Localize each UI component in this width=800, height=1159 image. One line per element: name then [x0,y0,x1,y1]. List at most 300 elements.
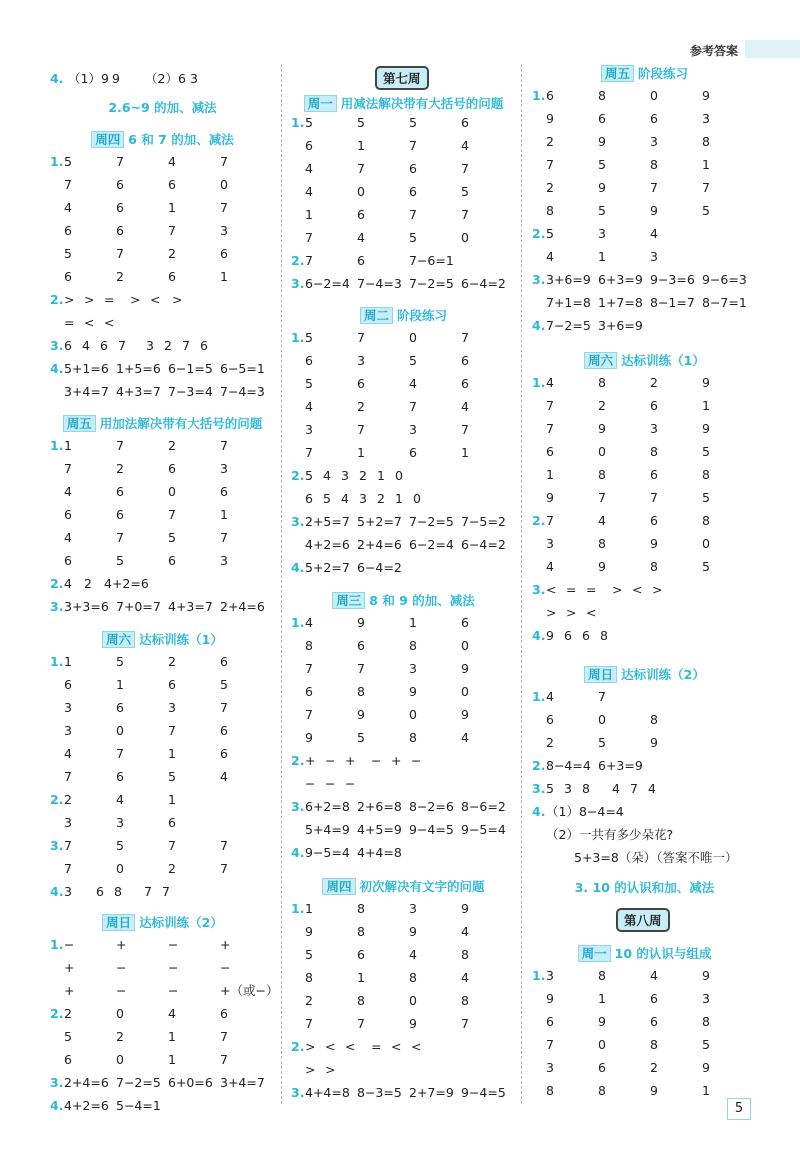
answer-value: 9−4=5 [461,1085,506,1100]
answer-line [291,559,516,577]
answer-value: 1+7=8 [598,295,643,310]
answer-value: > [325,1062,336,1077]
answer-value: 2 [650,375,658,390]
answer-value: 6 [546,1014,554,1029]
subsection-title: 10 的认识与组成 [614,946,712,961]
answer-line [532,826,757,844]
subsection-title: 达标训练（2） [139,915,223,930]
answer-value: 9 [461,661,469,676]
answer-value: 4 [461,970,469,985]
answer-value: （1）9 [68,71,109,86]
answer-line [291,775,516,793]
answer-value: 6 [461,353,469,368]
answer-value: 8 [702,134,710,149]
answer-value: 1 [357,138,365,153]
answer-value: < [391,1039,402,1054]
answer-value: 7 [546,513,554,528]
answer-value: 6 [100,338,108,353]
answer-line [291,683,516,701]
subsection-title: 达标训练（1） [621,353,705,368]
answer-value: 7 [220,438,228,453]
question-number: 3. [50,1075,64,1090]
answer-value: 4 [323,468,331,483]
answer-value: 8 [357,924,365,939]
answer-value: − [168,960,179,975]
answer-value: > [546,605,557,620]
answer-value: 7 [409,138,417,153]
answer-value: 4 [64,576,72,591]
answer-value: 1 [357,445,365,460]
answer-line [291,513,516,531]
answer-value: 2 [377,491,385,506]
answer-value: 6 [409,161,417,176]
answer-value: 9 [598,559,606,574]
answer-value: 3+4=7 [64,384,109,399]
answer-value: 2 [116,1029,124,1044]
answer-value: 4 [305,615,313,630]
answer-value: 7 [357,661,365,676]
answer-value: 6 [116,177,124,192]
answer-value: 7 [168,838,176,853]
answer-value: + [64,960,75,975]
question-number: 2. [291,468,305,483]
answer-line [50,1097,275,1115]
answer-value: 6−4=2 [461,276,506,291]
answer-line [532,397,757,415]
answer-line [291,444,516,462]
subsection-heading [532,64,757,82]
answer-value: 0 [461,684,469,699]
answer-value: 4 [357,230,365,245]
answer-line [291,992,516,1010]
answer-line [291,1015,516,1033]
answer-line [532,420,757,438]
answer-line [50,722,275,740]
answer-value: 6 [168,553,176,568]
question-number: 3. [291,276,305,291]
answer-line [532,110,757,128]
question-number: 2. [291,753,305,768]
answer-value: 5 [220,677,228,692]
answer-value: 7 [220,861,228,876]
answer-value: 4 [116,792,124,807]
subsection-heading [532,944,757,962]
answer-value: 3 [305,422,313,437]
answer-value: 7 [168,723,176,738]
answer-value: 6 [64,1052,72,1067]
answer-line [291,614,516,632]
answer-value: 1 [168,792,176,807]
answer-value: 5 [64,1029,72,1044]
answer-line [532,374,757,392]
subsection-heading [291,306,516,324]
answer-line [532,990,757,1008]
answer-value: − [116,983,127,998]
day-tag: 周一 [304,95,337,112]
answer-value: 2 [359,468,367,483]
answer-value: 7−4=3 [220,384,265,399]
answer-value: 2 [164,338,172,353]
question-number: 2. [532,226,546,241]
answer-value: 6 [598,111,606,126]
answer-value: 8 [357,993,365,1008]
answer-value: 8 [357,684,365,699]
answer-value: 7 [220,838,228,853]
answer-line [50,745,275,763]
answer-value: 9 [650,1083,658,1098]
answer-value: 9 [546,628,554,643]
answer-value: 8 [305,638,313,653]
answer-value: − [305,776,316,791]
answer-value: < [586,605,597,620]
header-bar [0,40,800,58]
answer-line [50,982,279,1000]
answer-value: 3 [146,338,154,353]
answer-value: 6 [116,223,124,238]
answer-line [50,291,275,309]
subsection-heading [291,94,516,112]
answer-value: 1 [220,507,228,522]
answer-value: 5 [64,154,72,169]
answer-line [291,114,516,132]
answer-value: 2 [64,1006,72,1021]
header-label: 参考答案 [690,44,739,58]
answer-value: 7 [220,700,228,715]
answer-value: 7 [461,161,469,176]
answer-value: 9−5=4 [461,822,506,837]
answer-value: + [391,753,402,768]
answer-value: 9 [598,134,606,149]
answer-value: 8 [650,444,658,459]
answer-value: 2 [168,438,176,453]
answer-value: 4+3=7 [116,384,161,399]
answer-value: 8 [409,638,417,653]
answer-value: 6−4=2 [357,560,402,575]
answer-value: 3 [341,468,349,483]
question-number: 2. [532,758,546,773]
answer-value: 2 [305,993,313,1008]
answer-value: 9 [305,924,313,939]
answer-value: 5 [598,157,606,172]
answer-value: 3 [702,111,710,126]
answer-value: 7 [305,445,313,460]
answer-value: （2）6 [145,71,186,86]
answer-line [50,699,275,717]
answer-line [532,294,757,312]
answer-value: < [411,1039,422,1054]
answer-line [291,946,516,964]
answer-value: 2+7=9 [409,1085,454,1100]
answer-line [291,798,516,816]
answer-value: 4 [305,161,313,176]
answer-value: 4 [648,781,656,796]
answer-value: （2）一共有多少朵花? [546,827,674,842]
answer-value: 7 [64,838,72,853]
answer-value: 4 [650,968,658,983]
answer-line [50,860,275,878]
answer-value: 5−4=1 [116,1098,161,1113]
answer-value: 6+0=6 [168,1075,213,1090]
answer-value: 6 [168,815,176,830]
answer-line [50,936,275,954]
answer-value: 2 [84,576,92,591]
answer-line [50,460,275,478]
answer-value: 5+3=8（朵）（答案不唯一） [574,850,738,865]
subsection-heading [50,913,275,931]
answer-value: 0 [702,536,710,551]
answer-value: + [305,753,316,768]
answer-line [50,529,275,547]
answer-value: 5 [357,730,365,745]
answer-value: 8−4=4 [546,758,591,773]
answer-line [532,179,757,197]
answer-line [532,757,757,775]
day-tag: 周五 [63,415,96,432]
answer-value: 6 [564,628,572,643]
answer-value: 7 [461,1016,469,1031]
answer-line [291,706,516,724]
answer-value: 9 [650,203,658,218]
answer-value: 8 [114,884,122,899]
answer-line [291,275,516,293]
answer-line [50,506,275,524]
answer-line [291,923,516,941]
answer-value: 5 [116,553,124,568]
answer-value: 0 [357,184,365,199]
day-tag: 周一 [578,945,611,962]
subsection-title: 达标训练（2） [621,667,705,682]
answer-value: < [150,292,161,307]
subsection-title: 达标训练（1） [139,632,223,647]
answer-value: 7−3=4 [168,384,213,399]
answer-line [532,734,757,752]
answer-value: 8 [305,970,313,985]
answer-value: 6 [220,246,228,261]
answer-value: 8 [598,88,606,103]
answer-value: 7 [305,661,313,676]
answer-value: 7−2=5 [409,514,454,529]
day-tag: 周日 [584,666,617,683]
answer-value: 4 [546,375,554,390]
answer-value: 4 [461,138,469,153]
answer-value: 1 [116,677,124,692]
answer-value: < [632,582,643,597]
question-number: 1. [532,968,546,983]
answer-value: 0 [116,1006,124,1021]
answer-value: 6 [461,615,469,630]
answer-line [532,156,757,174]
answer-value: 6 [220,654,228,669]
answer-value: 8−6=2 [461,799,506,814]
answer-value: 4+4=8 [357,845,402,860]
answer-value: 4+4=8 [305,1085,350,1100]
answer-value: 3 [116,815,124,830]
answer-value: 8 [598,968,606,983]
answer-value: 6−1=5 [168,361,213,376]
answer-line [291,729,516,747]
answer-value: 7 [182,338,190,353]
answer-value: < [104,315,115,330]
answer-value: 5 [305,115,313,130]
answer-value: 7 [116,154,124,169]
question-number: 1. [291,330,305,345]
answer-value: 7 [461,422,469,437]
answer-value: 3 [546,1060,554,1075]
answer-value: 8 [650,157,658,172]
subsection-title: 初次解决有文字的问题 [359,879,485,894]
answer-value: 3 [409,901,417,916]
answer-value: 6 [116,200,124,215]
answer-value: 3 [64,815,72,830]
answer-value: 3 [64,884,72,899]
answer-value: 0 [116,723,124,738]
answer-value: < [546,582,557,597]
answer-value: 5 [702,559,710,574]
answer-value: 9 [357,615,365,630]
answer-line [532,558,757,576]
answer-value: 1 [168,1029,176,1044]
answer-value: 4 [461,924,469,939]
answer-value: 5 [116,838,124,853]
answer-value: 1 [168,200,176,215]
answer-value: − [116,960,127,975]
answer-value: 6 [546,444,554,459]
answer-line [291,352,516,370]
answer-value: 4 [546,249,554,264]
question-number: 2. [532,513,546,528]
day-tag: 周四 [91,131,124,148]
answer-value: 3 [650,421,658,436]
answer-value: 3 [598,226,606,241]
answer-line [291,252,516,270]
answer-value: 7−2=5 [546,318,591,333]
answer-value: < [345,1039,356,1054]
answer-value: 4+2=6 [64,1098,109,1113]
question-number: 4. [50,71,64,86]
answer-value: 7 [357,1016,365,1031]
answer-value: 6 [409,445,417,460]
answer-value: 5 [64,246,72,261]
answer-value: 2+6=8 [357,799,402,814]
answer-value: 6 [598,1060,606,1075]
answer-line [532,225,757,243]
answer-value: = [104,292,115,307]
answer-line [291,137,516,155]
column-divider [521,64,522,1104]
answer-value: 8 [598,467,606,482]
answer-line [50,653,275,671]
answer-value: 1 [702,157,710,172]
answer-value: 7−4=3 [357,276,402,291]
question-number: 2. [50,576,64,591]
week-title: 第八周 [616,908,670,932]
answer-value: 4 [305,399,313,414]
answer-value: 2+4=6 [220,599,265,614]
answer-value: 5 [305,468,313,483]
answer-value: 7 [64,177,72,192]
answer-value: 1 [598,991,606,1006]
answer-value: 6 [650,513,658,528]
section-heading: 2.6~9 的加、减法 [108,100,217,115]
answer-value: 2 [598,398,606,413]
day-tag: 周日 [102,914,135,931]
answer-value: 3 [546,968,554,983]
answer-value: 2 [168,861,176,876]
answer-value: 6 [461,376,469,391]
answer-value: 6 [64,507,72,522]
answer-value: 4 [461,399,469,414]
subsection-heading [50,630,275,648]
answer-line [532,849,757,867]
answer-value: 5+2=7 [357,514,402,529]
answer-value: 8 [650,712,658,727]
answer-value: 6 [220,723,228,738]
question-number: 4. [50,1098,64,1113]
answer-line [532,535,757,553]
answer-value: > [64,292,75,307]
answer-value: 5 [305,947,313,962]
question-number: 1. [532,375,546,390]
answer-value: − [345,776,356,791]
answer-value: 3 [220,223,228,238]
question-number: 4. [291,560,305,575]
column-divider [281,64,282,1104]
answer-value: 9 [702,421,710,436]
question-number: 1. [291,615,305,630]
answer-line [50,268,275,286]
answer-value: 7−2=5 [409,276,454,291]
answer-line [50,1074,275,1092]
answer-value: 9 [702,968,710,983]
answer-value: 5 [598,735,606,750]
question-number: 4. [50,361,64,376]
answer-value: 7 [546,1037,554,1052]
answer-value: + [345,753,356,768]
answer-value: 6 [220,1006,228,1021]
subsection-heading [532,351,757,369]
answer-value: 3+3=6 [64,599,109,614]
answer-value: 6 [546,88,554,103]
answer-value: 9−6=3 [702,272,747,287]
answer-value: 7 [305,707,313,722]
answer-value: 6−4=2 [461,537,506,552]
answer-value: 7 [598,689,606,704]
answer-value: 9 [409,1016,417,1031]
answer-value: 1 [64,438,72,453]
answer-line [532,133,757,151]
question-number: 3. [532,272,546,287]
answer-value: 6 [357,947,365,962]
answer-value: 7 [64,461,72,476]
answer-value: = [64,315,75,330]
answer-value: 6 [650,398,658,413]
answer-value: 7 [144,884,152,899]
answer-value: 3+6=9 [598,318,643,333]
answer-value: 8 [357,901,365,916]
question-number: 2. [50,792,64,807]
answer-value: 6 [582,628,590,643]
answer-line [50,552,275,570]
answer-value: 7 [598,490,606,505]
answer-value: 7 [702,180,710,195]
answer-value: 8 [650,1037,658,1052]
answer-line [532,317,757,335]
answer-value: 5 [546,781,554,796]
answer-line [532,1059,757,1077]
answer-value: 1 [377,468,385,483]
answer-value: − [64,937,75,952]
answer-value: 5 [702,490,710,505]
